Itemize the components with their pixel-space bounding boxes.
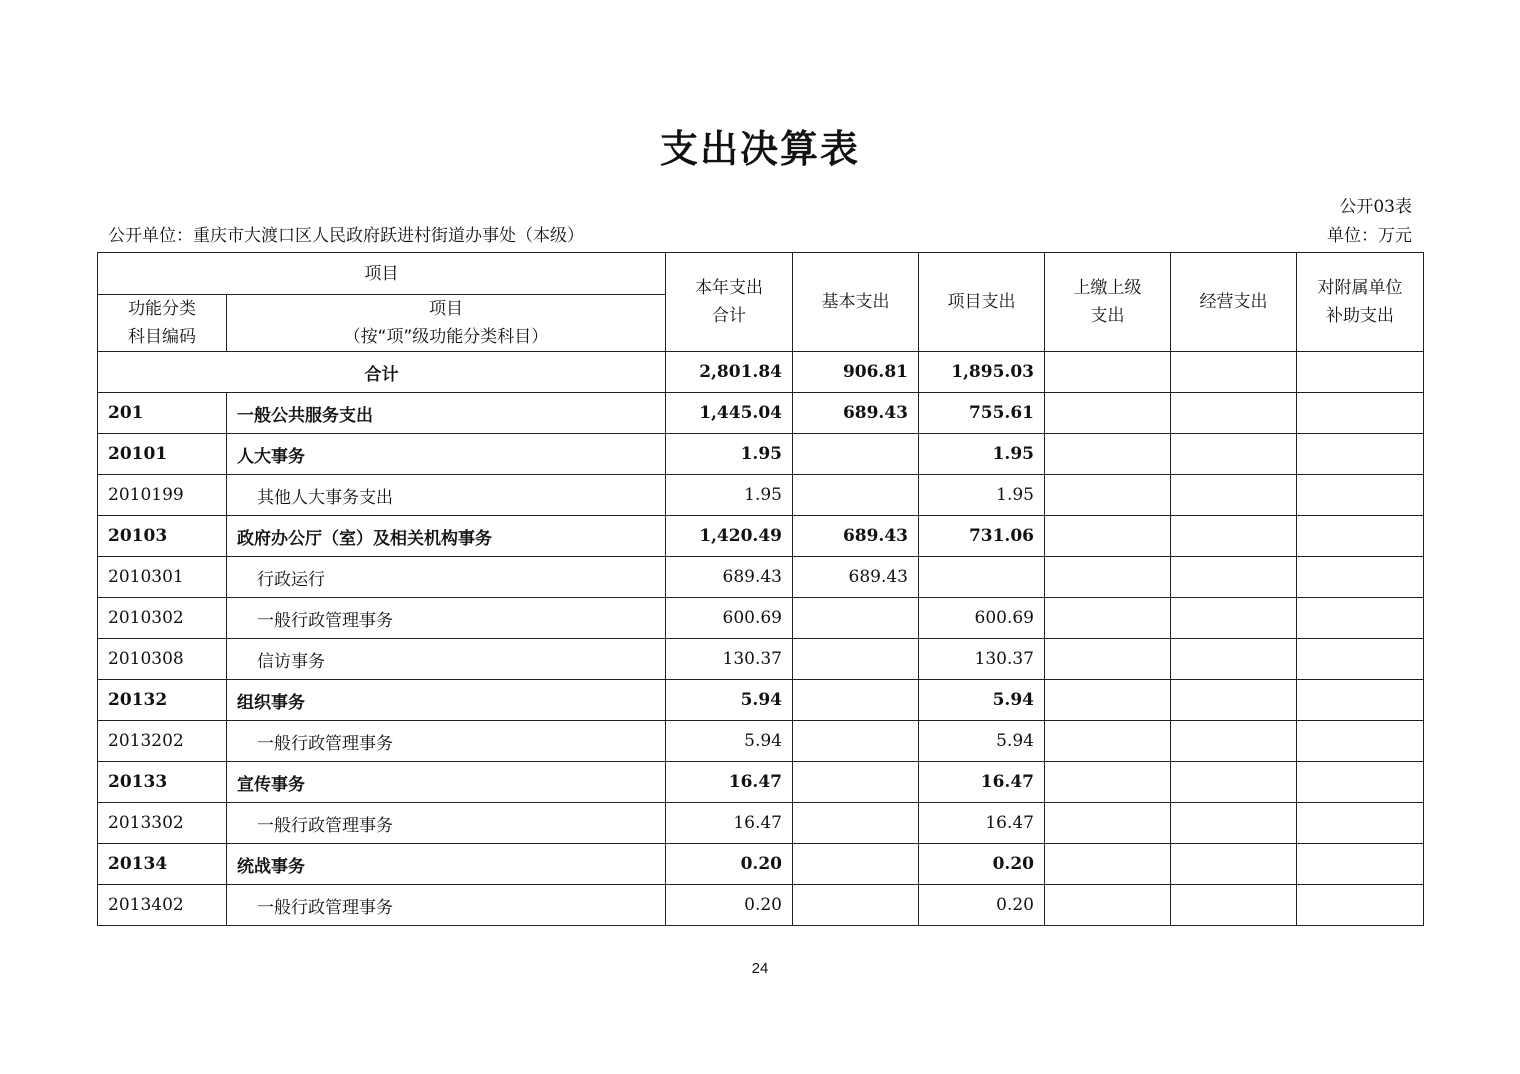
row-business [1171, 598, 1297, 639]
row-code: 20134 [98, 844, 227, 885]
row-name: 一般行政管理事务 [227, 598, 666, 639]
row-name: 组织事务 [227, 680, 666, 721]
row-basic [793, 475, 919, 516]
table-row [98, 762, 1424, 803]
row-upper [1045, 434, 1171, 475]
row-total: 130.37 [666, 639, 793, 680]
row-basic: 689.43 [793, 557, 919, 598]
row-code: 2013202 [98, 721, 227, 762]
row-business [1171, 639, 1297, 680]
page-number: 24 [751, 960, 769, 977]
row-name: 一般行政管理事务 [227, 721, 666, 762]
row-project: 0.20 [919, 844, 1045, 885]
header-business: 经营支出 [1171, 253, 1297, 352]
row-project: 1.95 [919, 475, 1045, 516]
row-upper [1045, 475, 1171, 516]
row-business [1171, 475, 1297, 516]
row-business [1171, 393, 1297, 434]
row-basic [793, 844, 919, 885]
row-name: 政府办公厅（室）及相关机构事务 [227, 516, 666, 557]
row-code: 2010308 [98, 639, 227, 680]
row-total: 16.47 [666, 762, 793, 803]
row-business [1171, 721, 1297, 762]
row-upper [1045, 557, 1171, 598]
row-business [1171, 762, 1297, 803]
table-row [98, 803, 1424, 844]
row-subsidy [1297, 557, 1424, 598]
row-subsidy [1297, 639, 1424, 680]
row-total: 1,445.04 [666, 393, 793, 434]
table-row [98, 475, 1424, 516]
row-project: 16.47 [919, 803, 1045, 844]
table-row [98, 393, 1424, 434]
row-name: 一般公共服务支出 [227, 393, 666, 434]
row-upper [1045, 844, 1171, 885]
row-subsidy [1297, 762, 1424, 803]
row-project: 130.37 [919, 639, 1045, 680]
page-title: 支出决算表 [659, 127, 860, 171]
row-code: 201 [98, 393, 227, 434]
row-total: 1.95 [666, 475, 793, 516]
row-project [919, 557, 1045, 598]
row-name: 统战事务 [227, 844, 666, 885]
row-total: 0.20 [666, 844, 793, 885]
publishing-unit: 公开单位：重庆市大渡口区人民政府跃进村街道办事处（本级） [108, 226, 584, 246]
row-business [1171, 516, 1297, 557]
row-total: 1.95 [666, 434, 793, 475]
row-basic [793, 721, 919, 762]
table-row [98, 639, 1424, 680]
row-project: 731.06 [919, 516, 1045, 557]
row-upper [1045, 885, 1171, 926]
row-project: 16.47 [919, 762, 1045, 803]
row-project: 755.61 [919, 393, 1045, 434]
header-upper: 上缴上级 支出 [1045, 253, 1171, 352]
row-upper [1045, 598, 1171, 639]
row-subsidy [1297, 721, 1424, 762]
row-project: 5.94 [919, 721, 1045, 762]
row-code: 2013402 [98, 885, 227, 926]
table-row [98, 434, 1424, 475]
row-name: 宣传事务 [227, 762, 666, 803]
row-upper [1045, 803, 1171, 844]
row-upper [1045, 721, 1171, 762]
row-subsidy [1297, 844, 1424, 885]
row-business [1171, 803, 1297, 844]
row-project: 600.69 [919, 598, 1045, 639]
total-row-basic: 906.81 [793, 352, 919, 393]
row-project: 0.20 [919, 885, 1045, 926]
row-code: 20101 [98, 434, 227, 475]
row-code: 2013302 [98, 803, 227, 844]
row-basic [793, 434, 919, 475]
row-basic [793, 803, 919, 844]
row-subsidy [1297, 393, 1424, 434]
row-name: 一般行政管理事务 [227, 885, 666, 926]
row-business [1171, 844, 1297, 885]
form-number: 公开03表 [1339, 197, 1412, 217]
total-row [98, 352, 1424, 393]
header-project: 项目支出 [919, 253, 1045, 352]
row-basic [793, 639, 919, 680]
row-name: 人大事务 [227, 434, 666, 475]
row-basic: 689.43 [793, 516, 919, 557]
row-name: 一般行政管理事务 [227, 803, 666, 844]
table-row [98, 885, 1424, 926]
total-row-project: 1,895.03 [919, 352, 1045, 393]
row-code: 2010301 [98, 557, 227, 598]
row-code: 20133 [98, 762, 227, 803]
table-row [98, 721, 1424, 762]
header-item-name: 项目 （按“项”级功能分类科目） [227, 295, 666, 352]
row-total: 689.43 [666, 557, 793, 598]
row-total: 0.20 [666, 885, 793, 926]
currency-unit: 单位：万元 [1327, 226, 1412, 246]
row-name: 行政运行 [227, 557, 666, 598]
row-total: 600.69 [666, 598, 793, 639]
table-row [98, 598, 1424, 639]
header-item-group: 项目 [98, 253, 666, 295]
row-basic [793, 680, 919, 721]
row-business [1171, 434, 1297, 475]
row-subsidy [1297, 434, 1424, 475]
row-code: 2010302 [98, 598, 227, 639]
total-row-business [1171, 352, 1297, 393]
row-subsidy [1297, 885, 1424, 926]
table-row [98, 516, 1424, 557]
row-project: 1.95 [919, 434, 1045, 475]
expenditure-table [97, 252, 1424, 926]
row-upper [1045, 639, 1171, 680]
row-total: 16.47 [666, 803, 793, 844]
row-code: 20132 [98, 680, 227, 721]
table-row [98, 557, 1424, 598]
row-project: 5.94 [919, 680, 1045, 721]
row-subsidy [1297, 516, 1424, 557]
row-subsidy [1297, 598, 1424, 639]
row-upper [1045, 516, 1171, 557]
total-row-upper [1045, 352, 1171, 393]
row-subsidy [1297, 680, 1424, 721]
row-business [1171, 557, 1297, 598]
row-subsidy [1297, 475, 1424, 516]
row-business [1171, 680, 1297, 721]
row-upper [1045, 393, 1171, 434]
row-subsidy [1297, 803, 1424, 844]
total-label: 合计 [98, 352, 666, 393]
row-upper [1045, 680, 1171, 721]
row-upper [1045, 762, 1171, 803]
row-code: 20103 [98, 516, 227, 557]
header-total: 本年支出 合计 [666, 253, 793, 352]
total-row-subsidy [1297, 352, 1424, 393]
row-basic [793, 598, 919, 639]
row-code: 2010199 [98, 475, 227, 516]
row-total: 5.94 [666, 680, 793, 721]
row-total: 1,420.49 [666, 516, 793, 557]
table-row [98, 844, 1424, 885]
row-name: 信访事务 [227, 639, 666, 680]
header-code: 功能分类 科目编码 [98, 295, 227, 352]
row-basic [793, 762, 919, 803]
header-subsidy: 对附属单位 补助支出 [1297, 253, 1424, 352]
row-total: 5.94 [666, 721, 793, 762]
row-business [1171, 885, 1297, 926]
header-basic: 基本支出 [793, 253, 919, 352]
row-basic [793, 885, 919, 926]
row-name: 其他人大事务支出 [227, 475, 666, 516]
row-basic: 689.43 [793, 393, 919, 434]
total-row-total: 2,801.84 [666, 352, 793, 393]
table-row [98, 680, 1424, 721]
